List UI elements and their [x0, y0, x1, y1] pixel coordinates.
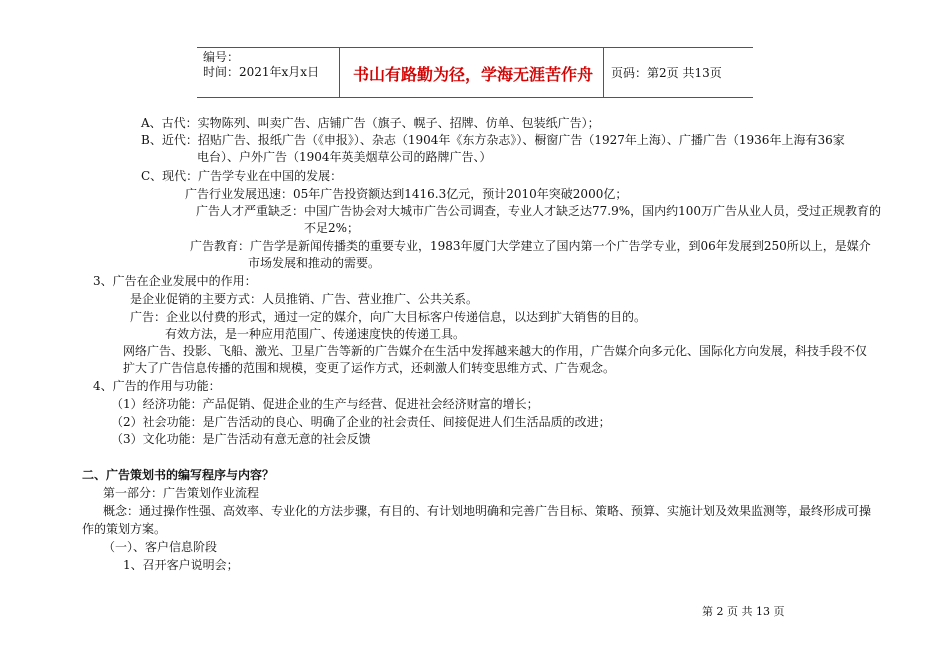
- page-footer: 第 2 页 共 13 页: [702, 605, 785, 618]
- text-line: 广告教育：广告学是新闻传播类的重要专业，1983年厦门大学建立了国内第一个广告学专业，到06年发展到250所以上，是媒介: [190, 239, 871, 253]
- header-motto: 书山有路勤为径，学海无涯苦作舟: [353, 65, 594, 84]
- header-divider-right: [603, 47, 604, 97]
- text-line: 是企业促销的主要方式：人员推销、广告、营业推广、公共关系。: [130, 292, 479, 306]
- chapter-heading: 二、广告策划书的编写程序与内容？: [82, 468, 275, 482]
- text-line: 网络广告、投影、飞船、激光、卫星广告等新的广告媒介在生活中发挥越来越大的作用，广告媒介向多元化、国际化方向发展，科技手段不仅: [123, 344, 868, 358]
- header-number-label: 编号：: [203, 50, 240, 64]
- text-line: （3）文化功能：是广告活动有意无意的社会反馈: [111, 432, 371, 446]
- text-line: 1、召开客户说明会；: [123, 558, 239, 572]
- text-line: （1）经济功能：产品促销、促进企业的生产与经营、促进社会经济财富的增长；: [111, 397, 539, 411]
- text-line: 第一部分：广告策划作业流程: [103, 486, 260, 500]
- header-divider-left: [339, 47, 340, 97]
- header-top-rule: [197, 47, 753, 48]
- text-line: 有效方法，是一种应用范围广、传递速度快的传递工具。: [165, 327, 466, 341]
- text-line: （2）社会功能：是广告活动的良心、明确了企业的社会责任、间接促进人们生活品质的改进；: [111, 415, 611, 429]
- text-line: 广告人才严重缺乏：中国广告协会对大城市广告公司调查，专业人才缺乏达77.9%，国内约100万广告从业人员，受过正规教育的: [196, 204, 882, 218]
- section-heading-3: 3、广告在企业发展中的作用：: [93, 274, 257, 288]
- section-heading-4: 4、广告的作用与功能：: [93, 379, 221, 393]
- text-line: （一）、客户信息阶段: [103, 540, 218, 554]
- page-header: [197, 47, 753, 97]
- header-time-label: 时间：2021年x月x日: [203, 65, 320, 79]
- text-line: 市场发展和推动的需要。: [248, 256, 381, 270]
- text-line: B、近代：招贴广告、报纸广告（《申报》）、杂志（1904年《东方杂志》）、橱窗广告（1927年上海）、广播广告（1936年上海有36家: [141, 133, 845, 147]
- text-line: A、古代：实物陈列、叫卖广告、店铺广告（旗子、幌子、招牌、仿单、包装纸广告）；: [141, 116, 600, 130]
- text-line: C、现代：广告学专业在中国的发展：: [141, 169, 343, 183]
- text-line: 扩大了广告信息传播的范围和规模，变更了运作方式，还刺激人们转变思维方式、广告观念。: [123, 361, 616, 375]
- text-line: 不足2%；: [304, 221, 360, 235]
- text-line: 广告行业发展迅速：05年广告投资额达到1416.3亿元，预计2010年突破2000亿；: [185, 187, 628, 201]
- header-bottom-rule: [197, 97, 753, 98]
- header-page-label: 页码：第2页 共13页: [611, 66, 722, 80]
- text-line: 作的策划方案。: [82, 522, 167, 536]
- text-line: 广告：企业以付费的形式，通过一定的媒介，向广大目标客户传递信息，以达到扩大销售的目的。: [130, 310, 647, 324]
- text-line: 概念：通过操作性强、高效率、专业化的方法步骤，有目的、有计划地明确和完善广告目标、策略、预算、实施计划及效果监测等，最终形成可操: [103, 504, 872, 518]
- text-line: 电台）、户外广告（1904年英美烟草公司的路牌广告、）: [197, 150, 492, 164]
